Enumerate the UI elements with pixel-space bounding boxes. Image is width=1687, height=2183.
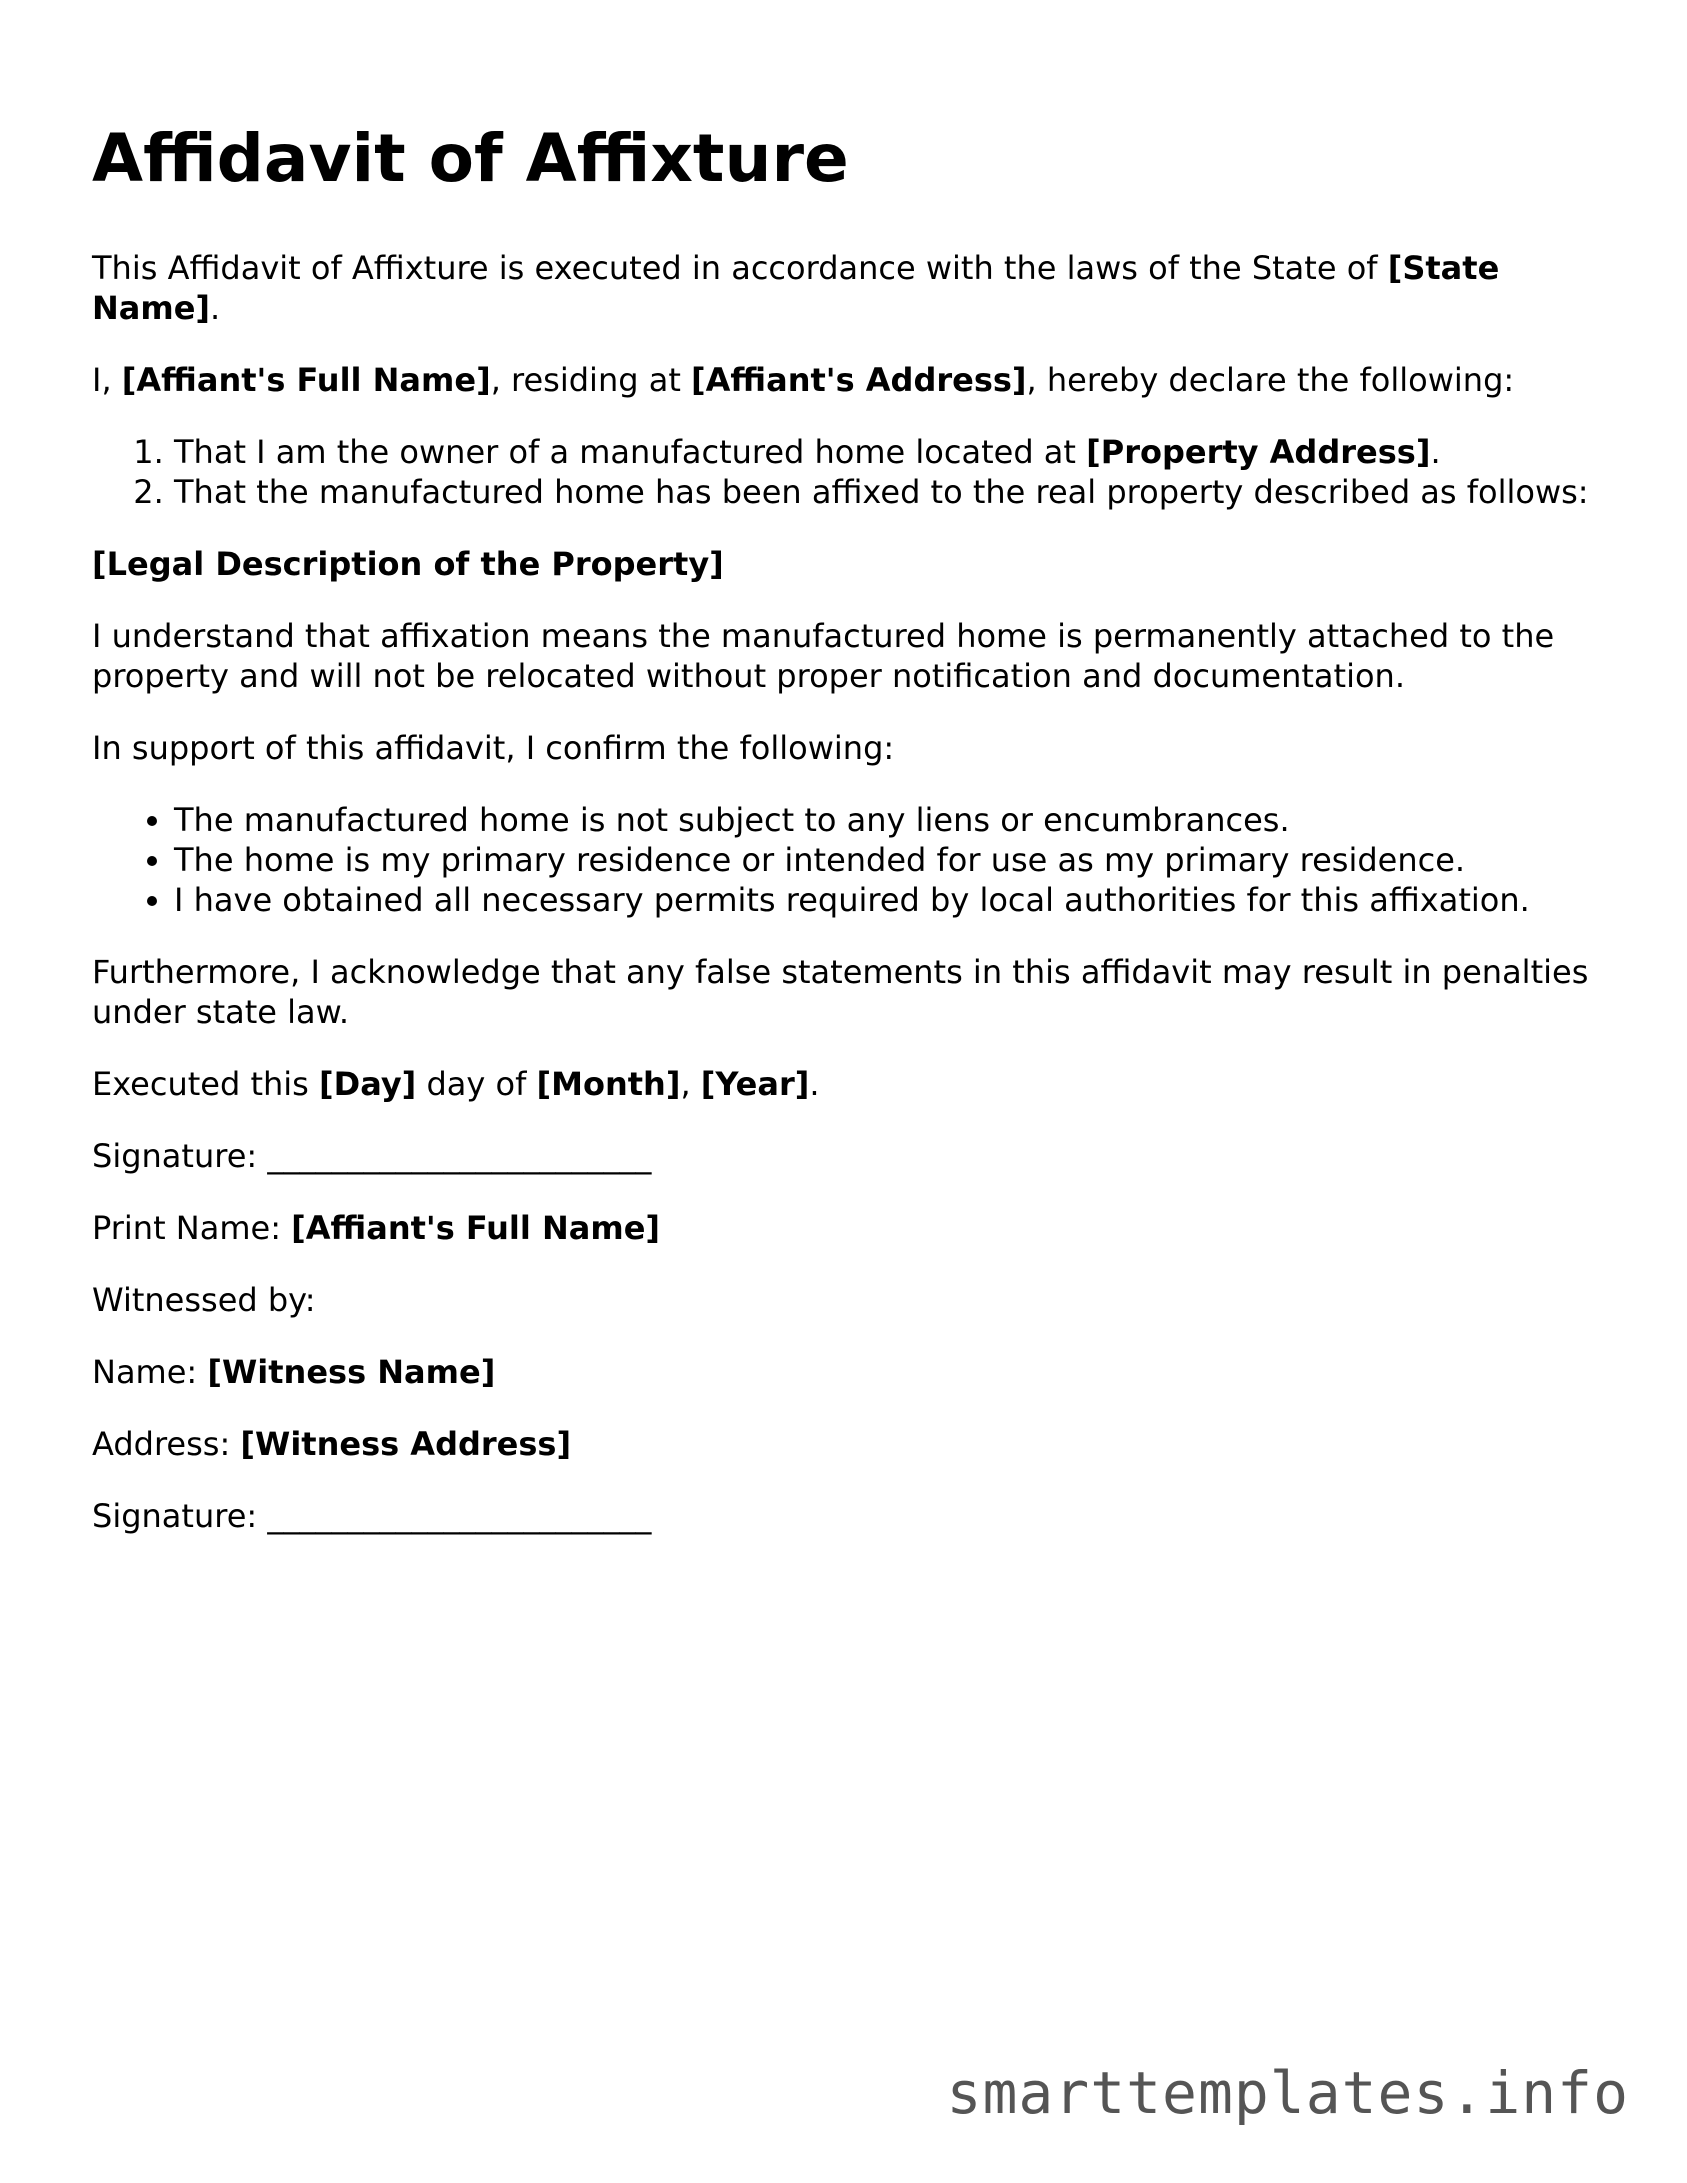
bullet-list bbox=[92, 800, 1602, 920]
executed-end: . bbox=[809, 1065, 820, 1103]
declaration-paragraph bbox=[92, 360, 1602, 400]
executed-comma: , bbox=[680, 1065, 701, 1103]
list-item: • The home is my primary residence or intended for use as my primary residence. bbox=[174, 840, 1602, 880]
year-field: [Year] bbox=[700, 1065, 810, 1103]
affiant-name-field: [Affiant's Full Name] bbox=[121, 361, 491, 399]
numbered-item bbox=[174, 432, 1602, 472]
witness-name-line bbox=[92, 1352, 1602, 1392]
witnessed-by-label: Witnessed by: bbox=[92, 1281, 316, 1319]
legal-description-paragraph bbox=[92, 544, 1602, 584]
witness-signature-blank[interactable]: ________________________ bbox=[267, 1497, 652, 1535]
day-field: [Day] bbox=[319, 1065, 417, 1103]
declaration-suffix: , hereby declare the following: bbox=[1026, 361, 1515, 399]
witness-name-label: Name: bbox=[92, 1353, 208, 1391]
document-page bbox=[92, 120, 1602, 1568]
list-item: • The manufactured home is not subject to any liens or encumbrances. bbox=[174, 800, 1602, 840]
print-name-line bbox=[92, 1208, 1602, 1248]
support-intro: In support of this affidavit, I confirm the following: bbox=[92, 729, 895, 767]
signature-blank[interactable]: ________________________ bbox=[267, 1137, 652, 1175]
print-name-label: Print Name: bbox=[92, 1209, 292, 1247]
intro-paragraph bbox=[92, 248, 1602, 328]
witness-signature-line bbox=[92, 1496, 1602, 1536]
executed-prefix: Executed this bbox=[92, 1065, 320, 1103]
witness-signature-label: Signature: bbox=[92, 1497, 268, 1535]
declaration-middle: , residing at bbox=[490, 361, 692, 399]
numbered-item-end: . bbox=[1430, 433, 1441, 471]
witness-address-label: Address: bbox=[92, 1425, 241, 1463]
witness-address-line bbox=[92, 1424, 1602, 1464]
legal-description-field: [Legal Description of the Property] bbox=[92, 545, 724, 583]
declaration-prefix: I, bbox=[92, 361, 122, 399]
month-field: [Month] bbox=[536, 1065, 681, 1103]
list-item: • I have obtained all necessary permits required by local authorities for this affixation. bbox=[174, 880, 1602, 920]
watermark: smarttemplates.info bbox=[946, 2059, 1629, 2127]
affiant-signature-line bbox=[92, 1136, 1602, 1176]
signature-label: Signature: bbox=[92, 1137, 268, 1175]
acknowledgment-paragraph: Furthermore, I acknowledge that any false statements in this affidavit may result in penalties under state law. bbox=[92, 953, 1589, 1031]
numbered-item-text: That I am the owner of a manufactured home located at bbox=[174, 433, 1087, 471]
affiant-address-field: [Affiant's Address] bbox=[691, 361, 1027, 399]
executed-middle: day of bbox=[416, 1065, 537, 1103]
print-name-field: [Affiant's Full Name] bbox=[291, 1209, 661, 1247]
witness-name-field: [Witness Name] bbox=[207, 1353, 496, 1391]
state-name-field: [State Name] bbox=[92, 249, 1500, 327]
intro-end: . bbox=[210, 289, 221, 327]
witness-address-field: [Witness Address] bbox=[240, 1425, 572, 1463]
numbered-list bbox=[92, 432, 1602, 512]
property-address-field: [Property Address] bbox=[1086, 433, 1431, 471]
document-title: Affidavit of Affixture bbox=[92, 120, 849, 197]
numbered-item: 2. That the manufactured home has been affixed to the real property described as follows: bbox=[174, 472, 1602, 512]
intro-text: This Affidavit of Affixture is executed in accordance with the laws of the State of bbox=[92, 249, 1388, 287]
executed-line bbox=[92, 1064, 1602, 1104]
understanding-paragraph: I understand that affixation means the manufactured home is permanently attached to the property and will not be relocated without proper notification and documentation. bbox=[92, 617, 1555, 695]
